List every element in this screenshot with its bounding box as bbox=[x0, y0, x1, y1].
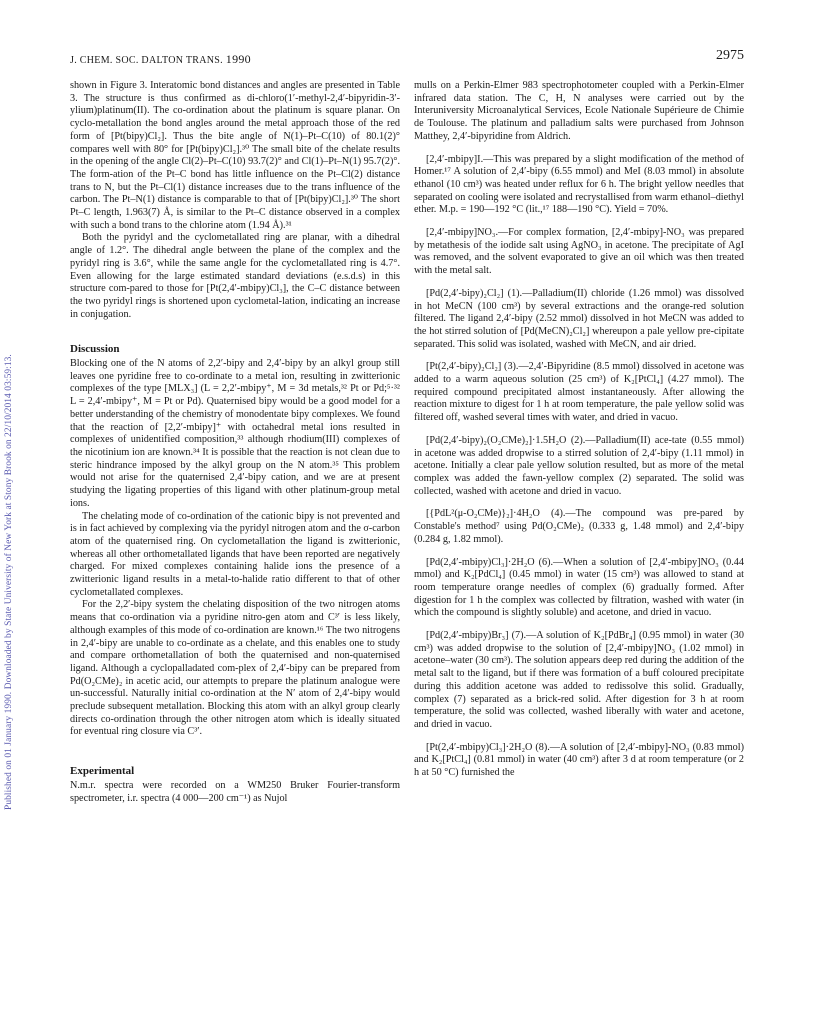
paragraph: [Pd(2,4′-mbipy)Cl₃]·2H₂O (6).—When a solution of [2,4′-mbipy]NO₃ (0.44 mmol) and K₂[PdCl₄] (0.45 mmol) in water (15 cm³) was allowed to stand at room temperature orange needles of complex (6) gradually formed. After digestion for 1 h the complex was collected by filtration, washed with water (in which the compound is slightly soluble) and acetone, and dried in vacuo. bbox=[414, 556, 744, 619]
paragraph: The chelating mode of co-ordination of the cationic bipy is not prevented and is in fact achieved by complexing via the pyridyl nitrogen atom and the σ-carbon atom of the quaternised ring. On cyclometallation the ligand is zwitterionic, whereas all other orthometallated ligands that have been reported are negatively charged. For mixed complexes containing halide ions the presence of a zwitterionic ligand results in a metal-to-halide ratio different to that of other cyclometallated complexes. bbox=[70, 510, 400, 598]
paragraph: [Pd(2,4′-bipy)₂Cl₂] (1).—Palladium(II) chloride (1.26 mmol) was dissolved in hot MeCN (100 cm³) by several extractions and the orange-red solution filtered. The ligand 2,4′-bipy (2.52 mmol) dissolved in hot MeCN was added to the hot stirred solution of [Pd(MeCN)₂Cl₂] whereupon a pale yellow pre-cipitate separated. This solid was isolated, washed with MeCN, and air dried. bbox=[414, 287, 744, 350]
paragraph: For the 2,2′-bipy system the chelating disposition of the two nitrogen atoms means that co-ordination via a pyridine nitro-gen atom and C³′ is less likely, although examples of this mode of co-ordination are known.¹⁶ The two nitrogens in 2,4′-bipy are unable to co-ordinate as a chelate, and this enables one to study and compare orthometallation of both the quaternised and non-quaternised ligand. Although a cyclopalladated com-plex of 2,4′-bipy can be prepared from Pd(O₂CMe)₂ in acetic acid, our attempts to prepare the platinum analogue were un-successful. Naturally initial co-ordination at the N′ atom of 2,4′-bipy would preclude subsequent metallation. Blocking this atom with an alkyl group clearly directs co-ordination through the other nitrogen atom which is ideally situated for eventual ring closure via C³′. bbox=[70, 599, 400, 738]
right-column bbox=[414, 80, 744, 1010]
paragraph: Blocking one of the N atoms of 2,2′-bipy and 2,4′-bipy by an alkyl group still leaves one pyridine free to co-ordinate to a metal ion, resulting in zwitterionic complexes of the type [MLX₃] (L = 2,2′-mbipy⁺, M = 3d metals,³² Pt or Pd;⁵·³² L = 2,4′-mbipy⁺, M = Pt or Pd). Quaternised bipy would be a good model for a better understanding of the chemistry of monodentate bipy complexes. We found that the reaction of [2,2′-mbipy]⁺ with octahedral metal ions resulted in complexes of unidentified composition,³³ although rhodium(III) complexes of the nicotinium ion are known.³⁴ It is possible that the reaction is not clean due to steric hindrance imposed by the alkyl group on the N atom.³⁵ This problem would not arise for the quaternised 2,4′-bipy cation, and we are at present studying the ligating properties of this ligand with other platinum-group metal ions. bbox=[70, 358, 400, 509]
journal-name bbox=[70, 52, 251, 67]
section-heading-experimental: Experimental bbox=[70, 765, 135, 778]
paragraph: mulls on a Perkin-Elmer 983 spectrophotometer coupled with a Perkin-Elmer infrared data station. The C, H, N analyses were carried out by the Interuniversity Microanalytical Services, Ecole Nationale Supérieure de Chimie de Toulouse. The platinum and palladium salts were purchased from Johnson Matthey, 2,4′-bipyridine from Aldrich. bbox=[414, 80, 744, 142]
paragraph: N.m.r. spectra were recorded on a WM250 Bruker Fourier-transform spectrometer, i.r. spectra (4 000—200 cm⁻¹) as Nujol bbox=[70, 779, 400, 804]
left-column bbox=[70, 80, 400, 1010]
paragraph: [2,4′-mbipy]I.—This was prepared by a slight modification of the method of Homer.¹⁷ A solution of 2,4′-bipy (6.55 mmol) and MeI (8.03 mmol) in absolute ethanol (10 cm³) was heated under reflux for 6 h. The bright yellow needles that separated on cooling were isolated and recrystallised from warm ethanol–diethyl ether. M.p. = 190—192 °C (lit.,¹⁷ 188—190 °C). Yield = 70%. bbox=[414, 153, 744, 216]
running-header bbox=[70, 46, 744, 66]
paragraph: [Pt(2,4′-mbipy)Cl₃]·2H₂O (8).—A solution of [2,4′-mbipy]-NO₃ (0.83 mmol) and K₂[PtCl₄] (0.81 mmol) in water (40 cm³) after 3 d at room temperature (or 2 h at 50 °C) furnished the bbox=[414, 741, 744, 779]
paragraph: [Pd(2,4′-mbipy)Br₃] (7).—A solution of K₂[PdBr₄] (0.95 mmol) in water (30 cm³) was added dropwise to the solution of [2,4′-mbipy]NO₃ (1.02 mmol) in acetone–water (30 cm³). The solution appears deep red during the addition of the metal salt to the ligand, but if there was formation of a buff coloured precipitate during this addition acetone was added to redissolve this solid. Gradually, complex (7) separated as a brick-red solid. After digestion for 3 h at room temperature, the solid was collected, washed liberally with water and acetone, and dried in vacuo. bbox=[414, 630, 744, 730]
journal-title: J. CHEM. SOC. DALTON TRANS. bbox=[70, 55, 223, 66]
paragraph: shown in Figure 3. Interatomic bond distances and angles are presented in Table 3. The structure is thus confirmed as di-chloro(1′-methyl-2,4′-bipyridin-3′-ylium)platinum(II). The co-ordination about the platinum is square planar. On cyclo-metallation the bond angles around the metal approach those of the red form of [Pt(bipy)Cl₂]. Thus the bite angle of N(1)–Pt–C(10) of 80.1(2)° compares well with 80° for [Pt(bipy)Cl₂].³⁰ The small bite of the chelate results in the opening of the angle Cl(2)–Pt–C(10) 93.7(2)° and Cl(1)–Pt–N(1) 95.7(2)°. The form-ation of the Pt–C bond has little influence on the Pt–Cl(2) distance trans to N, but the Pt–Cl(1) distance increases due to the trans influence of the carbon. The Pt–N(1) distance is comparable to that of [Pt(bipy)Cl₂].³⁰ The short Pt–C length, 1.963(7) Å, is similar to the Pt–C distance observed in a complex with such a bond trans to the chlorine atom (1.94 Å).³¹ bbox=[70, 80, 400, 231]
paragraph: [Pt(2,4′-bipy)₂Cl₂] (3).—2,4′-Bipyridine (8.5 mmol) dissolved in acetone was added to a warm aqueous solution (25 cm³) of K₂[PtCl₄] (4.27 mmol). The required compound precipitated almost instantaneously. After allowing the reaction mixture to digest for 1 h at room temperature, the pale yellow solid was filtered off, washed several times with water, and dried in vacuo. bbox=[414, 361, 744, 424]
download-notice: Published on 01 January 1990. Downloaded by State University of New York at Stony Brook on 22/10/2014 03:59:13. bbox=[4, 354, 14, 810]
paragraph: [{PdL²(μ-O₂CMe)}₂]·4H₂O (4).—The compound was pre-pared by Constable's method⁷ using Pd(O₂CMe)₂ (0.333 g, 1.48 mmol) and 2,4′-bipy (0.284 g, 1.82 mmol). bbox=[414, 508, 744, 545]
paragraph: Both the pyridyl and the cyclometallated ring are planar, with a dihedral angle of 1.2°. The dihedral angle between the plane of the complex and the pyridyl ring is 3.6°, while the same angle for the cyclometallated ring is 4.7°. Even allowing for the large estimated standard deviations (e.s.d.s) in this structure com-pared to those for [Pt(2,4′-mbipy)Cl₃], the C–C distance between the two pyridyl rings is shortened upon cyclometal-lation, indicating an increase in conjugation. bbox=[70, 232, 400, 320]
page-number: 2975 bbox=[716, 48, 744, 63]
paragraph: [2,4′-mbipy]NO₃.—For complex formation, [2,4′-mbipy]-NO₃ was prepared by metathesis of the iodide salt using AgNO₃ in acetone. The precipitate of AgI was removed, and the solvent evaporated to give an oil which was then treated with the metal salt. bbox=[414, 227, 744, 277]
section-heading-discussion: Discussion bbox=[70, 343, 120, 356]
paragraph: [Pd(2,4′-bipy)₂(O₂CMe)₂]·1.5H₂O (2).—Palladium(II) ace-tate (0.55 mmol) in acetone was added dropwise to a stirred solution of 2,4′-bipy (1.11 mmol) in acetone. Initially a clear pale yellow solution resulted, but as more of the metal complex was added the fawn-yellow complex (2) separated. The solid was collected, washed with acetone and dried in vacuo. bbox=[414, 434, 744, 497]
journal-year: 1990 bbox=[225, 52, 251, 66]
